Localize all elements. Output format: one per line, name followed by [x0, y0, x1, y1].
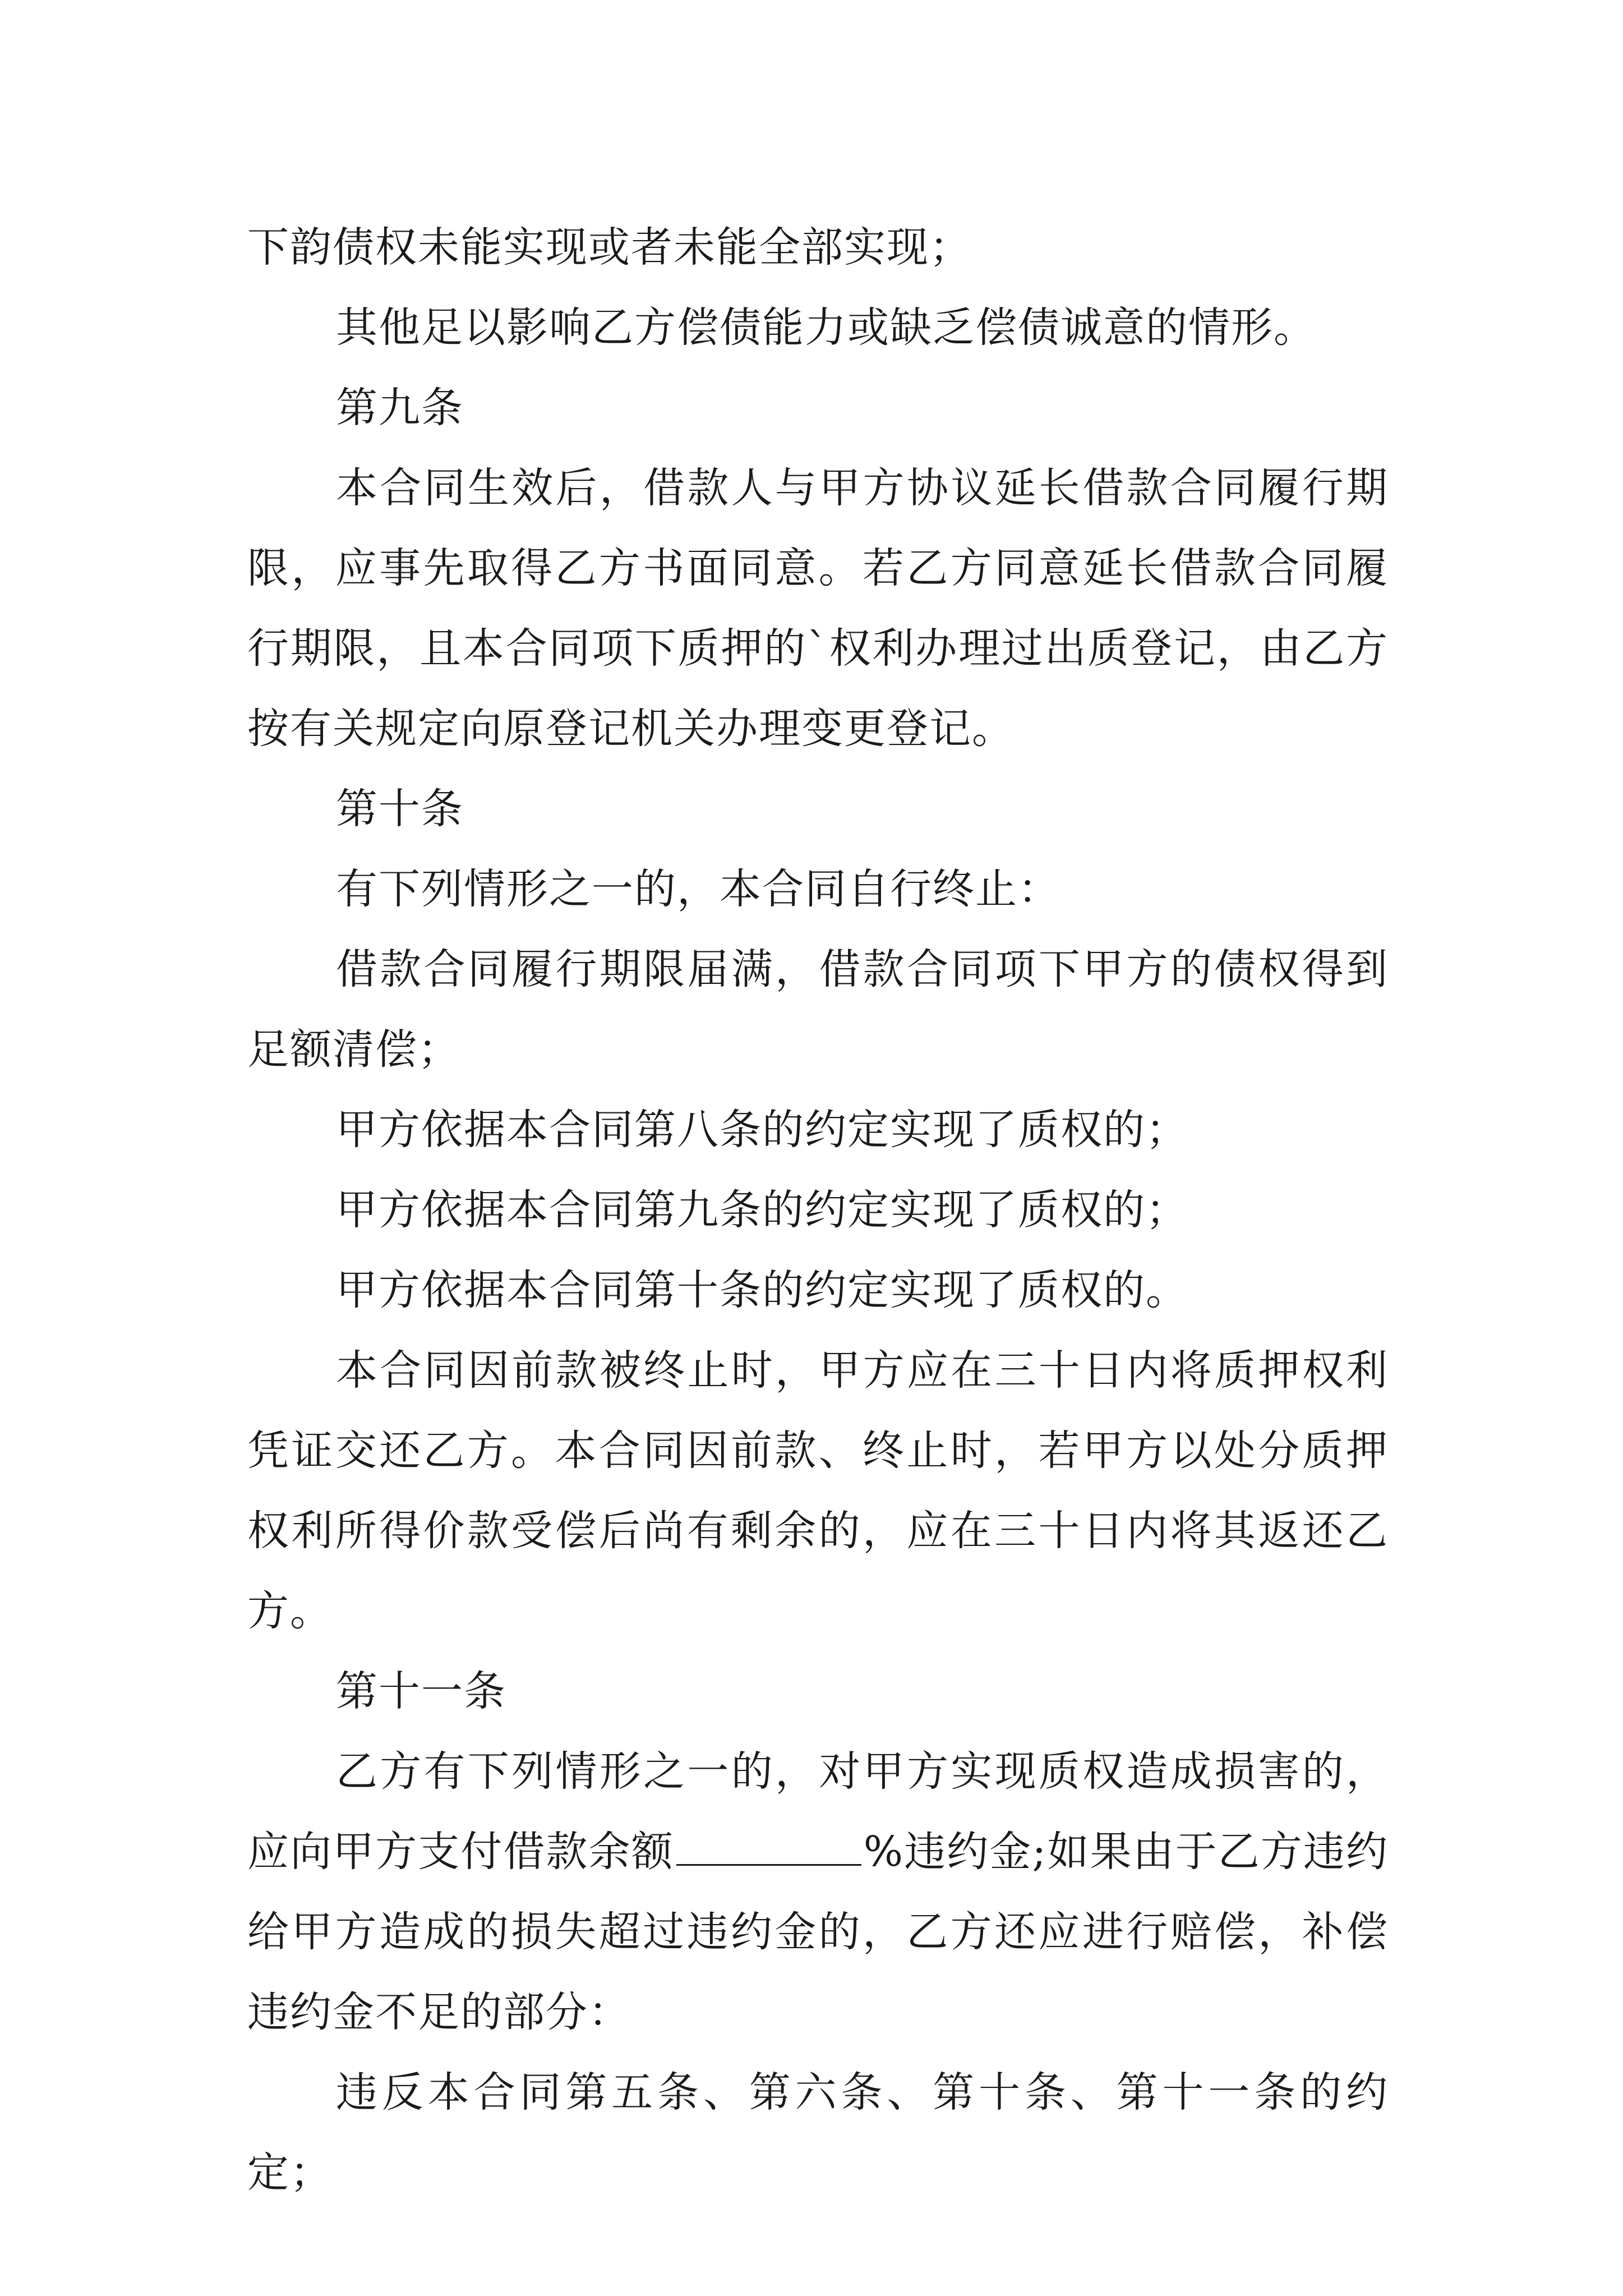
- paragraph-termination-4: 甲方依据本合同第十条的约定实现了质权的。: [336, 1266, 1188, 1314]
- document-body: [247, 208, 1389, 2213]
- paragraph-return-certificates: 本合同因前款被终止时，甲方应在三十日内将质押权利凭证交还乙方。本合同因前款、终止时，若甲方以处分质押权利所得价款受偿后尚有剩余的，应在三十日内将其返还乙方。: [247, 1346, 1389, 1635]
- penalty-text-before: 乙方有下列情形之一的，对甲方实现质权造成损害的，应向甲方支付借款余额: [247, 1747, 1389, 1876]
- paragraph-penalty: [247, 1732, 1389, 2053]
- paragraph-article-9: 本合同生效后，借款人与甲方协议延长借款合同履行期限，应事先取得乙方书面同意。若乙方同意延长借款合同履行期限，且本合同项下质押的`权利办理过出质登记，由乙方按有关规定向原登记机关办理变更登记。: [247, 464, 1389, 753]
- paragraph-2: 其他足以影响乙方偿债能力或缺乏偿债诚意的情形。: [336, 303, 1316, 352]
- penalty-text-after: %违约金;如果由于乙方违约给甲方造成的损失超过违约金的，乙方还应进行赔偿，补偿违约金不足的部分：: [247, 1828, 1389, 2036]
- article-9-heading: 第九条: [336, 384, 464, 432]
- paragraph-1: 下韵债权未能实现或者未能全部实现；: [247, 223, 972, 272]
- paragraph-last: 违反本合同第五条、第六条、第十条、第十一条的约定；: [247, 2068, 1389, 2197]
- paragraph-termination-3: 甲方依据本合同第九条的约定实现了质权的；: [336, 1186, 1188, 1234]
- article-11-heading: 第十一条: [336, 1667, 506, 1715]
- article-10-heading: 第十条: [336, 785, 464, 833]
- paragraph-termination-1: 借款合同履行期限届满，借款合同项下甲方的债权得到足额清偿；: [247, 945, 1389, 1074]
- penalty-blank-field: [676, 1830, 861, 1866]
- paragraph-termination-2: 甲方依据本合同第八条的约定实现了质权的；: [336, 1106, 1188, 1154]
- paragraph-termination-intro: 有下列情形之一的，本合同自行终止：: [336, 865, 1061, 913]
